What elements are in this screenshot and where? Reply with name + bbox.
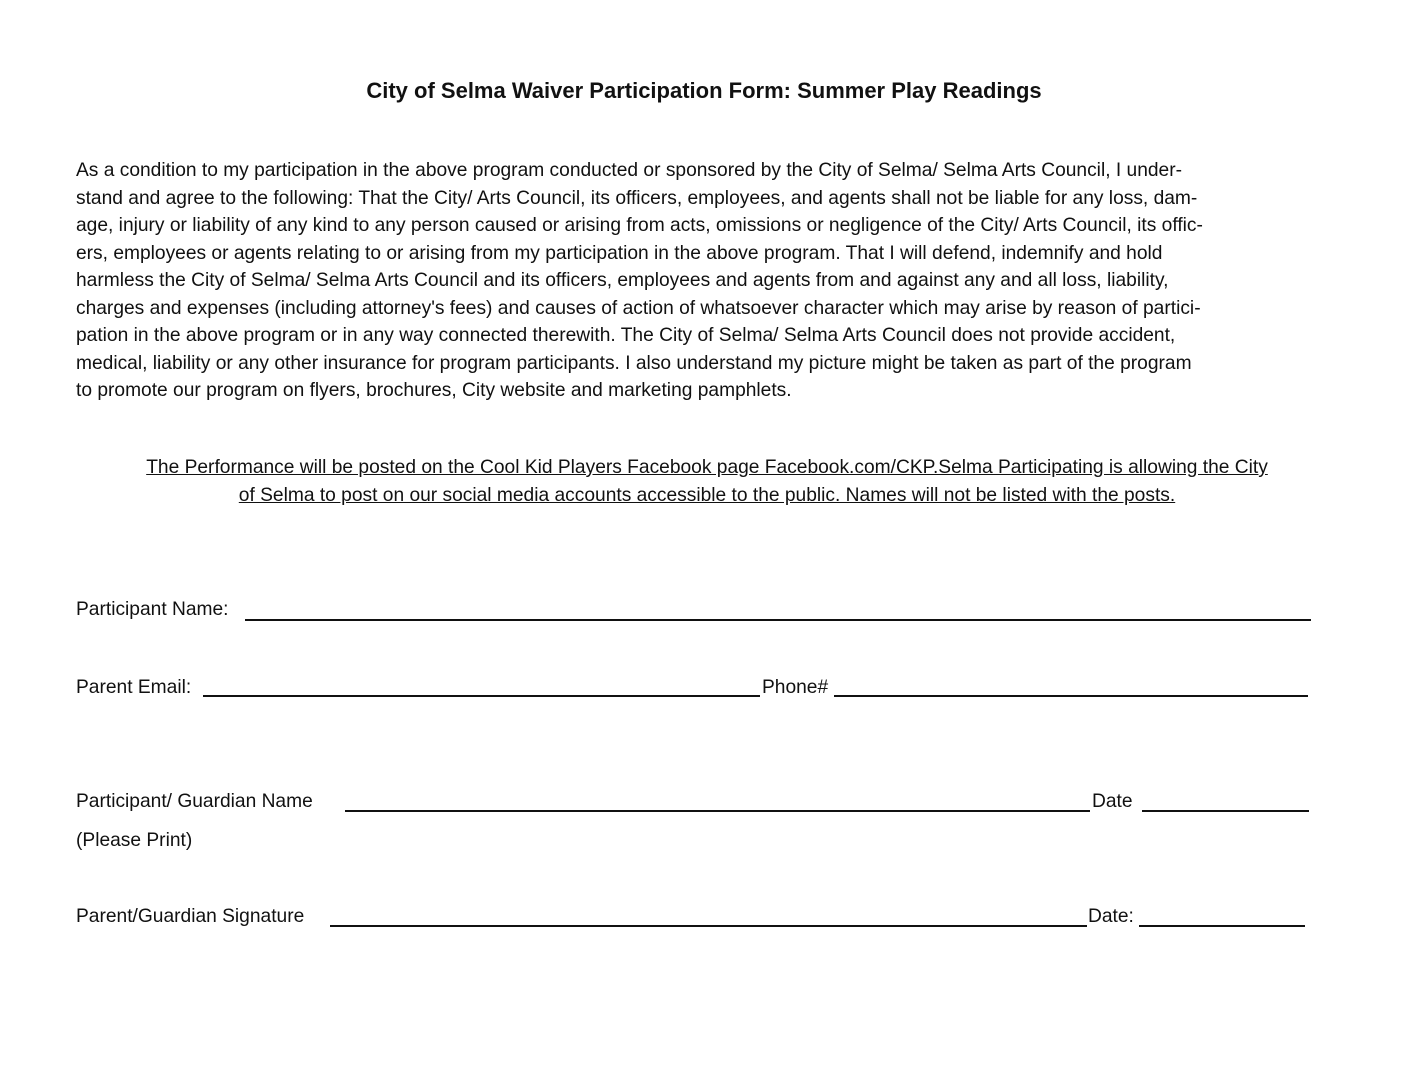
notice-line: The Performance will be posted on the Cool Kid Players Facebook page Facebook.com/CKP.Selma Participating is allowing the City [146,457,1268,478]
waiver-line: As a condition to my participation in the above program conducted or sponsored by the City of Selma/ Selma Arts Council, I under- [76,160,1182,181]
guardian-name-label: Participant/ Guardian Name [76,791,313,812]
social-media-notice [76,454,1338,510]
parent-email-label: Parent Email: [76,677,192,698]
signature-line[interactable] [330,925,1087,927]
phone-label: Phone# [762,677,829,698]
waiver-line: medical, liability or any other insurance for program participants. I also understand my picture might be taken as part of the program [76,352,1192,374]
date-line[interactable] [1142,810,1309,812]
waiver-paragraph [76,157,1338,405]
waiver-line: charges and expenses (including attorney's fees) and causes of action of whatsoever character which may arise by reason of partici- [76,297,1201,319]
phone-line[interactable] [834,695,1308,697]
guardian-name-line[interactable] [345,810,1090,812]
signature-date-line[interactable] [1139,925,1305,927]
waiver-line: harmless the City of Selma/ Selma Arts Council and its officers, employees and agents from and against any and all loss, liability, [76,270,1169,291]
please-print-note: (Please Print) [76,830,193,851]
participant-name-label: Participant Name: [76,599,229,620]
parent-email-line[interactable] [203,695,760,697]
signature-date-label: Date: [1088,906,1134,927]
notice-line: of Selma to post on our social media accounts accessible to the public. Names will not be listed with the posts. [238,485,1176,506]
waiver-line: stand and agree to the following: That the City/ Arts Council, its officers, employees, and agents shall not be liable for any loss, dam- [76,187,1198,209]
form-title: City of Selma Waiver Participation Form: Summer Play Readings [366,78,1042,103]
date-label: Date [1092,791,1133,812]
waiver-line: to promote our program on flyers, brochures, City website and marketing pamphlets. [76,380,792,401]
waiver-line: pation in the above program or in any way connected therewith. The City of Selma/ Selma Arts Council does not provide accident, [76,325,1176,346]
waiver-line: age, injury or liability of any kind to any person caused or arising from acts, omissions or negligence of the City/ Arts Council, its offic- [76,215,1203,236]
signature-label: Parent/Guardian Signature [76,906,305,927]
participant-name-line[interactable] [245,619,1311,621]
waiver-line: ers, employees or agents relating to or arising from my participation in the above program. That I will defend, indemnify and hold [76,242,1163,264]
